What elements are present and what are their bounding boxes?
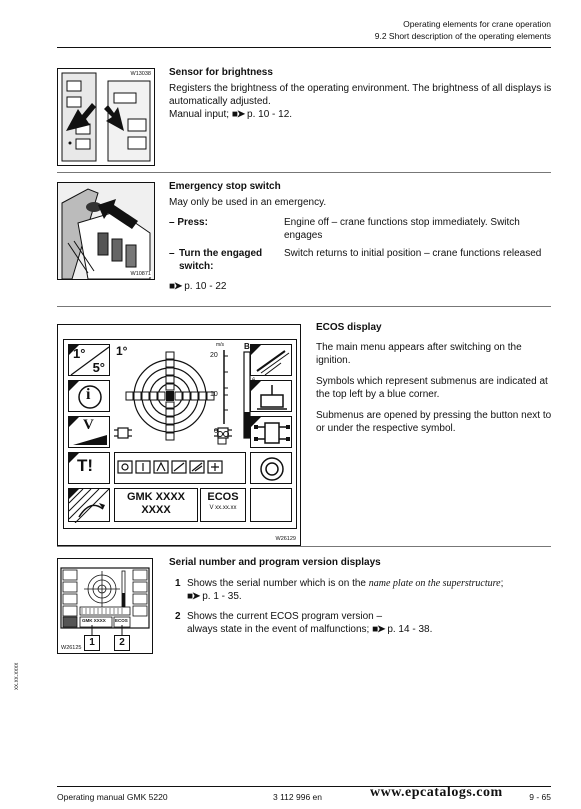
side-note: xx.xx.xxxx — [14, 662, 20, 690]
serial-item-1-number: 1 — [175, 578, 181, 589]
counterweight-tile[interactable] — [250, 380, 292, 412]
ecos-figure — [57, 324, 301, 546]
reference-arrow-icon: ■➤ — [231, 109, 245, 120]
serial-figure — [57, 558, 153, 654]
ecos-paragraph-1: The main menu appears after switching on the ignition. — [316, 342, 522, 366]
section-divider — [57, 172, 551, 173]
serial-figure-code: W26125 — [61, 645, 82, 651]
serial-item-1-text: Shows the serial number which is on the — [187, 578, 366, 589]
ecos-paragraph-2: Symbols which represent submenus are indicated at the top left by a blue corner. — [316, 376, 548, 400]
rotation-tile[interactable] — [68, 488, 110, 522]
emergency-figure-code: W10871 — [130, 271, 151, 277]
incline-top: 1° — [73, 346, 86, 361]
emergency-item-press — [169, 216, 279, 229]
wind-tick-0: 0 — [214, 428, 218, 435]
list-dash: – — [169, 248, 175, 259]
ecos-screen — [63, 339, 297, 529]
emergency-ref — [169, 280, 226, 293]
sensor-figure — [57, 68, 155, 166]
ecos-figure-code: W26129 — [275, 536, 296, 542]
outrigger-tile[interactable] — [250, 416, 292, 448]
speed-tile[interactable] — [68, 416, 110, 448]
page-header — [375, 18, 551, 42]
wind-unit: m/s — [216, 342, 225, 348]
ecos-version-box — [200, 488, 246, 522]
serial-mini-ecos: ECOS — [115, 618, 128, 623]
sensor-description: Registers the brightness of the operating environment. The brightness of all displays is automatically adjusted. — [169, 83, 552, 107]
wind-tick-20: 20 — [210, 352, 218, 359]
serial-section — [169, 557, 553, 568]
sensor-manual-input — [169, 108, 553, 121]
header-section: 9.2 Short description of the operating elements — [374, 31, 551, 41]
counterweight-icon — [251, 381, 293, 413]
serial-item-2-ref[interactable]: p. 14 - 38. — [387, 624, 433, 635]
level-label: 1° — [116, 344, 128, 358]
sensor-figure-code: W13038 — [130, 71, 151, 77]
reference-arrow-icon: ■➤ — [169, 281, 182, 292]
sensor-title: Sensor for brightness — [169, 67, 273, 78]
emergency-ref-link[interactable]: p. 10 - 22 — [184, 281, 227, 292]
emergency-turn-label: Turn the engaged switch: — [179, 248, 263, 272]
header-rule — [57, 47, 551, 48]
serial-title: Serial number and program version displays — [169, 557, 381, 568]
emergency-item-turn — [169, 247, 281, 273]
rotation-icon — [69, 489, 111, 523]
b-scale-label: B — [244, 342, 250, 351]
section-divider — [57, 546, 551, 547]
header-chapter: Operating elements for crane operation — [403, 19, 551, 29]
serial-item-2-number: 2 — [175, 611, 181, 622]
ecos-label: ECOS — [207, 491, 239, 503]
emergency-press-label: Press: — [177, 217, 208, 228]
ecos-title: ECOS display — [316, 322, 382, 333]
emergency-turn-desc: Switch returns to initial position – crane functions released — [284, 248, 542, 259]
sensor-manual-label: Manual input; — [169, 109, 230, 120]
emergency-intro: May only be used in an emergency. — [169, 197, 327, 208]
incline-bottom: 5° — [92, 360, 105, 375]
emergency-title: Emergency stop switch — [169, 181, 281, 192]
serial-item-1 — [175, 577, 555, 603]
model-box — [114, 488, 198, 522]
tools-tile[interactable] — [68, 452, 110, 484]
sensor-section — [169, 67, 553, 121]
wind-scale — [204, 342, 240, 446]
model-line2: XXXX — [141, 504, 171, 516]
boom-tile[interactable] — [250, 344, 292, 376]
camera-icon — [251, 453, 293, 485]
serial-item-1-italic: name plate on the superstructure — [368, 578, 501, 589]
info-symbol: i — [86, 386, 91, 403]
emergency-section — [169, 181, 553, 209]
serial-item-1-punct: ; — [500, 578, 504, 589]
wind-tick-10: 10 — [210, 391, 218, 398]
serial-item-1-ref[interactable]: p. 1 - 35. — [202, 591, 242, 602]
emergency-illustration — [58, 183, 154, 279]
incline-tile[interactable] — [68, 344, 110, 376]
footer-manual: Operating manual GMK 5220 — [57, 792, 168, 802]
serial-item-2 — [175, 610, 555, 636]
outrigger-icon — [251, 417, 293, 449]
speed-symbol: V — [83, 417, 94, 433]
watermark: www.epcatalogs.com — [370, 785, 503, 800]
list-dash: – — [169, 217, 175, 228]
emergency-press-desc: Engine off – crane functions stop immediately. Switch engages — [284, 217, 520, 241]
wind-bar-icon — [204, 342, 240, 446]
footer-doc-number: 3 112 996 en — [273, 792, 322, 802]
reference-arrow-icon: ■➤ — [372, 624, 385, 635]
sensor-ref-link[interactable]: p. 10 - 12. — [247, 109, 293, 120]
model-line1: GMK XXXX — [126, 491, 186, 503]
status-icon-row — [114, 452, 246, 484]
callout-1: 1 — [84, 635, 100, 651]
sensor-illustration — [58, 69, 154, 165]
ecos-section — [316, 322, 554, 435]
emergency-figure — [57, 182, 155, 280]
status-icons — [115, 453, 244, 482]
boom-icon — [251, 345, 293, 377]
tools-icon: T! — [77, 456, 94, 475]
serial-mini-model: GMK XXXX — [82, 618, 106, 623]
empty-tile[interactable] — [250, 488, 292, 522]
ecos-version: V xx.xx.xx — [209, 505, 237, 511]
camera-tile[interactable] — [250, 452, 292, 484]
serial-item-2-text-line1: Shows the current ECOS program version – — [187, 611, 383, 622]
ecos-paragraph-3: Submenus are opened by pressing the button next to or under the respective symbol. — [316, 410, 552, 434]
footer-page: 9 - 65 — [529, 792, 551, 802]
callout-2: 2 — [114, 635, 130, 651]
info-tile[interactable] — [68, 380, 110, 412]
reference-arrow-icon: ■➤ — [187, 591, 200, 602]
serial-item-2-text-line2: always state in the event of malfunctions; — [187, 624, 370, 635]
section-divider — [57, 306, 551, 307]
